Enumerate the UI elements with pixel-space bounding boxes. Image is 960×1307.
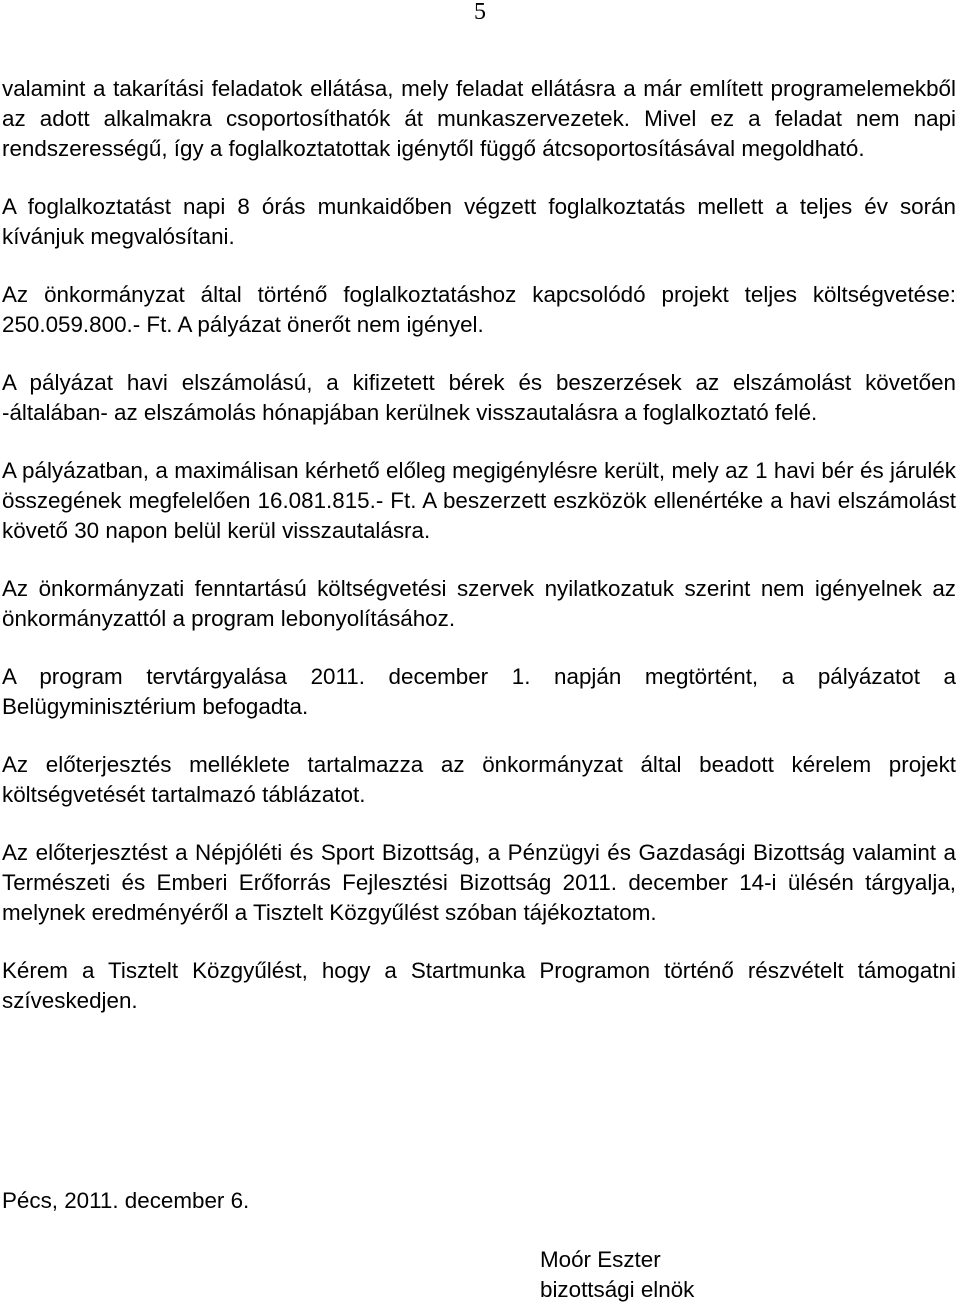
signature-block: [540, 1245, 694, 1305]
paragraph: valamint a takarítási feladatok ellátása, mely feladat ellátásra a már említett programelemekből az adott alkalmakra csoportosíthatók át munkaszervezetek. Mivel ez a feladat nem napi rendszerességű, így a foglalkoztatottak igénytől függő átcsoportosításával megoldható.: [2, 76, 956, 161]
paragraph: A program tervtárgyalása 2011. december 1. napján megtörtént, a pályázatot a Belügyminisztérium befogadta.: [2, 664, 956, 719]
signatory-title: bizottsági elnök: [540, 1277, 695, 1302]
page-number-text: 5: [474, 0, 486, 25]
paragraph: Kérem a Tisztelt Közgyűlést, hogy a Startmunka Programon történő részvételt támogatni szíveskedjen.: [2, 958, 956, 1013]
page-number: [0, 0, 960, 26]
body-text: [2, 74, 956, 1044]
paragraph: A pályázat havi elszámolású, a kifizetett bérek és beszerzések az elszámolást követően -általában- az elszámolás hónapjában kerülnek visszautalásra a foglalkoztató felé.: [2, 370, 956, 425]
paragraph: Az önkormányzati fenntartású költségvetési szervek nyilatkozatuk szerint nem igényelnek az önkormányzattól a program lebonyolításához.: [2, 576, 956, 631]
place-and-date: Pécs, 2011. december 6.: [2, 1188, 250, 1213]
signatory-name: Moór Eszter: [540, 1247, 661, 1272]
paragraph: A pályázatban, a maximálisan kérhető előleg megigénylésre került, mely az 1 havi bér és járulék összegének megfelelően 16.081.815.- Ft. A beszerzett eszközök ellenértéke a havi elszámolást követő 30 napon belül kerül visszautalásra.: [2, 458, 956, 543]
paragraph: Az előterjesztést a Népjóléti és Sport Bizottság, a Pénzügyi és Gazdasági Bizottság valamint a Természeti és Emberi Erőforrás Fejlesztési Bizottság 2011. december 14-i ülésén tárgyalja, melynek eredményéről a Tisztelt Közgyűlést szóban tájékoztatom.: [2, 840, 956, 925]
paragraph: Az előterjesztés melléklete tartalmazza az önkormányzat által beadott kérelem projekt költségvetését tartalmazó táblázatot.: [2, 752, 956, 807]
paragraph: A foglalkoztatást napi 8 órás munkaidőben végzett foglalkoztatás mellett a teljes év során kívánjuk megvalósítani.: [2, 194, 956, 249]
paragraph: Az önkormányzat által történő foglalkoztatáshoz kapcsolódó projekt teljes költségvetése: 250.059.800.- Ft. A pályázat önerőt nem igényel.: [2, 282, 956, 337]
